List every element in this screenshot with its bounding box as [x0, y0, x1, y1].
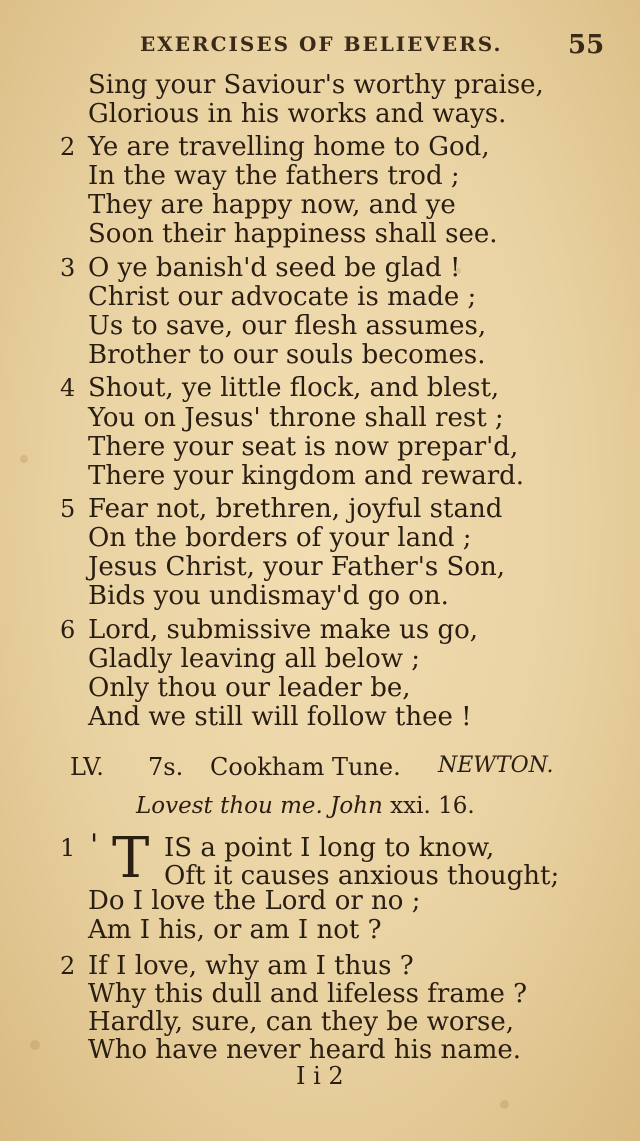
verse-line: Brother to our souls becomes.	[88, 340, 486, 370]
verse-line: If I love, why am I thus ?	[88, 951, 414, 981]
stanza-number: 5	[60, 495, 76, 523]
foxing-spot	[20, 455, 28, 463]
verse-line: Sing your Saviour's worthy praise,	[88, 70, 544, 100]
verse-line: O ye banish'd seed be glad !	[88, 253, 461, 283]
verse-line: Gladly leaving all below ;	[88, 644, 421, 674]
verse-line: Shout, ye little flock, and blest,	[88, 373, 500, 403]
scripture-reference: xxi. 16.	[390, 793, 475, 819]
verse-line: There your seat is now prepar'd,	[88, 432, 519, 462]
hymn-numeral: LV.	[70, 753, 104, 781]
subtitle-text: Lovest thou me. John	[136, 793, 383, 819]
drop-cap: T	[112, 826, 150, 891]
opening-quote: '	[90, 828, 99, 863]
stanza-number: 2	[60, 952, 76, 980]
verse-line: Glorious in his works and ways.	[88, 99, 507, 129]
hymn-meter: 7s.	[148, 753, 184, 781]
verse-line: Ye are travelling home to God,	[88, 132, 490, 162]
foxing-spot	[30, 1040, 40, 1050]
foxing-spot	[500, 1100, 509, 1109]
hymn-subtitle	[136, 793, 475, 819]
verse-line: You on Jesus' throne shall rest ;	[88, 403, 504, 433]
verse-line: Bids you undismay'd go on.	[88, 581, 449, 611]
verse-line: And we still will follow thee !	[88, 702, 472, 732]
verse-line: Oft it causes anxious thought;	[164, 861, 560, 891]
verse-line: Only thou our leader be,	[88, 673, 411, 703]
hymn-author: NEWTON.	[438, 753, 554, 778]
stanza-number: 4	[60, 374, 76, 402]
verse-line: On the borders of your land ;	[88, 523, 472, 553]
running-title: EXERCISES OF BELIEVERS.	[140, 32, 503, 56]
verse-line: In the way the fathers trod ;	[88, 161, 460, 191]
verse-line: There your kingdom and reward.	[88, 461, 525, 491]
verse-line: Why this dull and lifeless frame ?	[88, 979, 528, 1009]
verse-line: They are happy now, and ye	[88, 190, 456, 220]
hymn-heading	[0, 753, 640, 787]
signature-mark: I i 2	[296, 1062, 344, 1090]
hymn-tune: Cookham Tune.	[210, 753, 401, 781]
stanza-number: 3	[60, 254, 76, 282]
verse-line: Us to save, our flesh assumes,	[88, 311, 487, 341]
stanza-number: 1	[60, 834, 76, 862]
verse-line: Lord, submissive make us go,	[88, 615, 479, 645]
stanza-number: 2	[60, 133, 76, 161]
verse-line: Am I his, or am I not ?	[88, 915, 382, 945]
page-number: 55	[568, 30, 605, 60]
verse-line: Christ our advocate is made ;	[88, 282, 477, 312]
verse-line: Do I love the Lord or no ;	[88, 886, 421, 916]
verse-line: IS a point I long to know,	[164, 833, 495, 863]
verse-line: Fear not, brethren, joyful stand	[88, 494, 503, 524]
running-header	[0, 30, 640, 60]
stanza-number: 6	[60, 616, 76, 644]
verse-line: Hardly, sure, can they be worse,	[88, 1007, 514, 1037]
verse-line: Soon their happiness shall see.	[88, 219, 498, 249]
verse-line: Jesus Christ, your Father's Son,	[88, 552, 506, 582]
verse-line: Who have never heard his name.	[88, 1035, 522, 1065]
